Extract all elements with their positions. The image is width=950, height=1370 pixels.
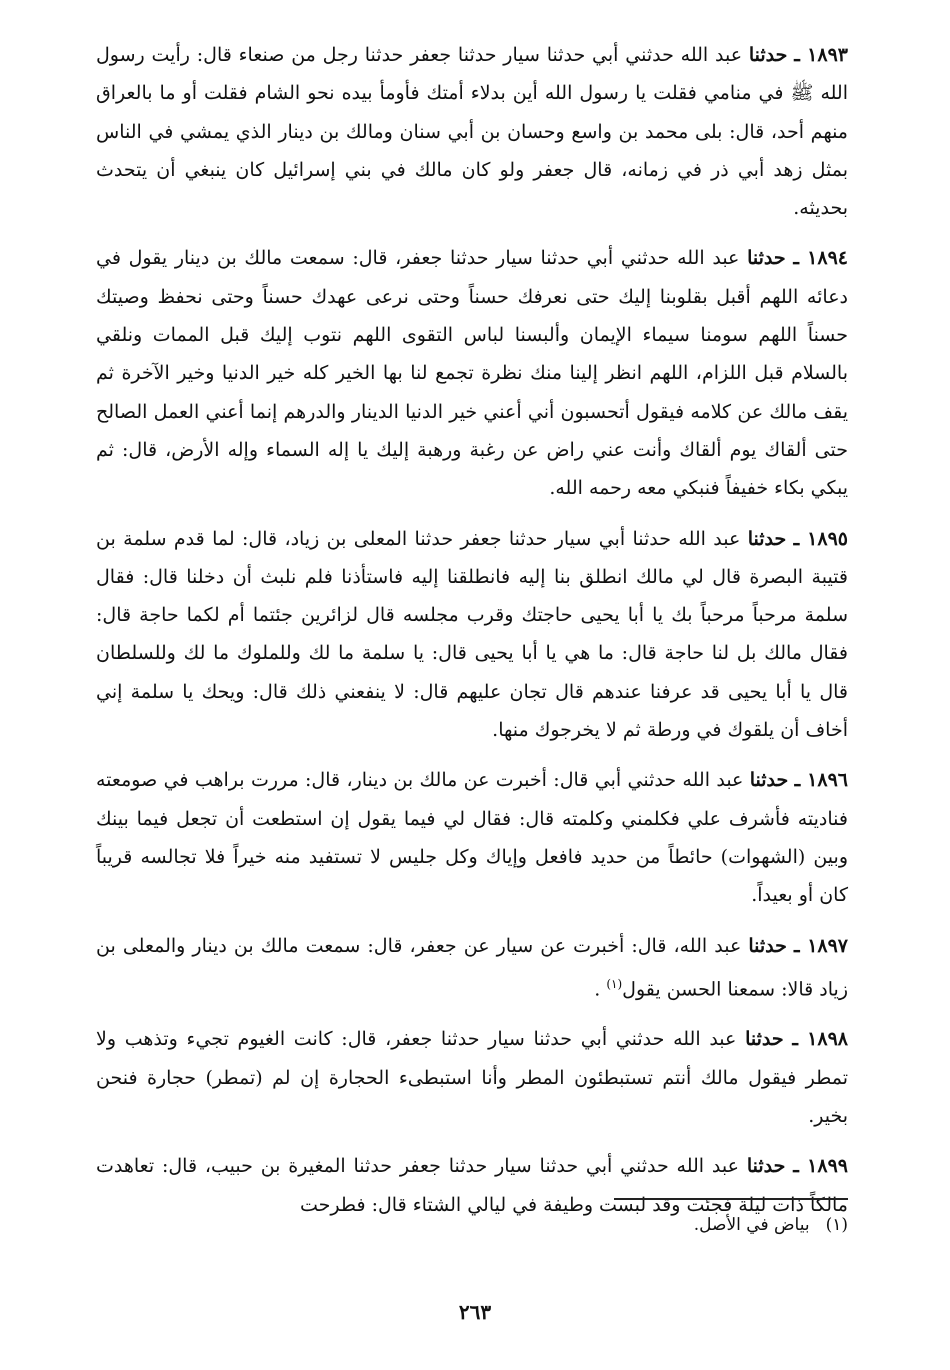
hadith-number: ١٨٩٦ ـ [794, 769, 848, 792]
hadith-number: ١٨٩٧ ـ [793, 934, 849, 957]
main-text [96, 36, 848, 1236]
footnote-divider [614, 1198, 848, 1200]
hadith-number: ١٨٩٥ ـ [793, 527, 848, 550]
hadith-number: ١٨٩٣ ـ [794, 44, 848, 66]
footnote [694, 1212, 848, 1238]
footnote-reference[interactable]: (١) [606, 976, 623, 991]
hadith-number: ١٨٩٤ ـ [793, 247, 848, 270]
footnote-mark: (١) [825, 1215, 848, 1235]
hadith-number: ١٨٩٩ ـ [793, 1155, 848, 1178]
paragraph-1897 [96, 927, 848, 1009]
hadith-text: عبد الله حدثنا أبي سيار حدثنا جعفر حدثنا المعلى بن زياد، قال: لما قدم سلمة بن قتيبة البصرة قال لي مالك انطلق بنا إليه فانطلقنا إليه فاستأذنا فلم نلبث أن دخلنا قال: فقال سلمة مرحباً مرحباً بك يا أبا يحيى حاجتك وقرب مجلسه قال لزائرين جئتما أم لكما حاجة قال: فقال مالك بل لنا حاجة قال: ما هي يا أبا يحيى قال: يا سلمة ما لك وللملوك ما لك وللسلطان قال يا أبا يحيى قد عرفنا عندهم قال تجان عليهم قال: لا ينفعني ذلك قال: ويحك يا سلمة إني أخاف أن يلقوك في ورطة ثم لا يخرجوك منها. [96, 527, 848, 742]
hadith-text: عبد الله حدثني أبي قال: أخبرت عن مالك بن دينار، قال: مررت براهب في صومعته فناديته فأشرف علي فكلمني وكلمته قال: فقال لي فيما يقول إن استطعت أن تجعل فيما بينك وبين (الشهوات) حائطاً من حديد فافعل وإياك وكل جليس لا تستفيد منه خيراً فلا تجالسه قريباً كان أو بعيداً. [96, 769, 848, 907]
hadith-keyword: حدثنا [747, 527, 787, 550]
hadith-text-end: . [594, 978, 607, 1001]
paragraph-1898 [96, 1020, 848, 1135]
hadith-keyword: حدثنا [749, 769, 789, 792]
hadith-text: عبد الله حدثني أبي حدثنا سيار حدثنا جعفر، قال: كانت الغيوم تجيء وتذهب ولا تمطر فيقول مالك أنتم تستبطئون المطر وأنا استبطىء الحجارة إن لم (تمطر) حجارة فنحن بخير. [96, 1028, 848, 1128]
hadith-keyword: حدثنا [748, 44, 788, 66]
hadith-text: عبد الله حدثني أبي حدثنا سيار حدثنا جعفر، قال: سمعت مالك بن دينار يقول في دعائه اللهم أقبل بقلوبنا إليك حتى نعرفك حسناً وحتى نرعى عهدك حسناً وحتى نحفظ وصيتك حسناً اللهم سومنا سيماء الإيمان وألبسنا لباس التقوى اللهم نتوب إليك قبل الممات ونلقي بالسلام قبل اللزام، اللهم انظر إلينا منك نظرة تجمع لنا بها الخير كله خير الدنيا وخير الآخرة ثم يقف مالك عن كلامه فيقول أتحسبون أني أعني خير الدنيا الدينار والدرهم إنما أعني العمل الصالح حتى ألقاك يوم ألقاك وأنت عني راض عن رغبة ورهبة إليك يا إله السماء وإله الأرض، قال: ثم يبكي بكاء خفيفاً فنبكي معه رحمه الله. [96, 247, 848, 500]
footnote-text: بياض في الأصل. [693, 1215, 810, 1235]
page-number: ٢٦٣ [458, 1300, 492, 1324]
hadith-number: ١٨٩٨ ـ [792, 1028, 848, 1051]
paragraph-1896 [96, 761, 848, 914]
hadith-text: عبد الله، قال: أخبرت عن سيار عن جعفر، قال: سمعت مالك بن دينار والمعلى بن زياد قالا: سمعنا الحسن يقول [96, 934, 848, 1001]
hadith-text: عبد الله حدثني أبي حدثنا سيار حدثنا جعفر حدثنا المغيرة بن حبيب، قال: تعاهدت مالكاً ذات ليلة فجئت وقد لبست وطيفة في ليالي الشتاء قال: فطرحت [96, 1155, 848, 1216]
paragraph-1893 [96, 36, 848, 227]
paragraph-1895 [96, 520, 848, 750]
hadith-text: عبد الله حدثني أبي حدثنا سيار حدثنا جعفر حدثنا رجل من صنعاء قال: رأيت رسول الله ﷺ في منامي فقلت يا رسول الله أين بدلاء أمتك فأومأ بيده نحو الشام فقلت أو ما بالعراق منهم أحد، قال: بلى محمد بن واسع وحسان بن أبي سنان ومالك بن دينار الذي يمشي في الناس بمثل زهد أبي ذر في زمانه، قال جعفر ولو كان مالك في بني إسرائيل كان ينبغي أن يتحدث بحديثه. [96, 44, 849, 220]
hadith-keyword: حدثنا [747, 247, 786, 270]
hadith-keyword: حدثنا [745, 1028, 784, 1051]
hadith-keyword: حدثنا [746, 1155, 786, 1178]
hadith-keyword: حدثنا [748, 934, 787, 957]
paragraph-1894 [96, 239, 848, 507]
